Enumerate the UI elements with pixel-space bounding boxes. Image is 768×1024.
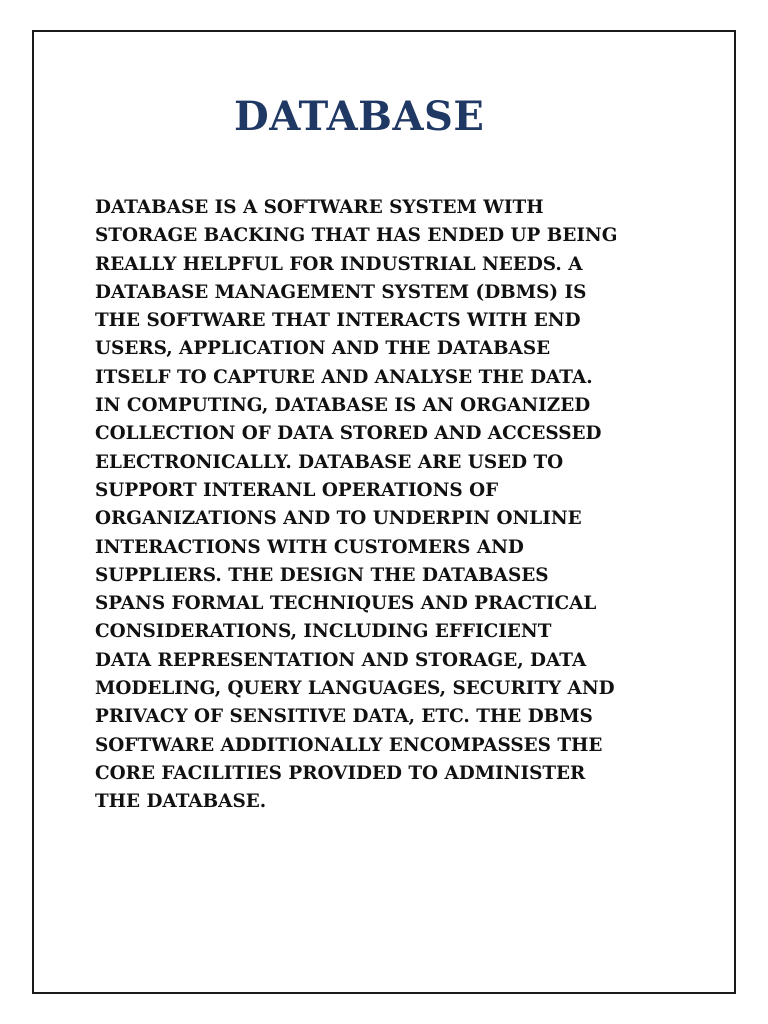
body-line: SUPPLIERS. THE DESIGN THE DATABASES (95, 564, 549, 586)
body-line: ELECTRONICALLY. DATABASE ARE USED TO (95, 451, 564, 473)
body-line: CONSIDERATIONS, INCLUDING EFFICIENT (95, 621, 552, 643)
document-page (32, 30, 736, 994)
body-line: INTERACTIONS WITH CUSTOMERS AND (95, 536, 524, 558)
body-line: DATABASE IS A SOFTWARE SYSTEM WITH (95, 197, 544, 218)
body-line: IN COMPUTING, DATABASE IS AN ORGANIZED (95, 395, 591, 417)
body-line: PRIVACY OF SENSITIVE DATA, ETC. THE DBMS (95, 706, 593, 728)
body-line: STORAGE BACKING THAT HAS ENDED UP BEING (95, 225, 618, 247)
body-line: ITSELF TO CAPTURE AND ANALYSE THE DATA. (95, 366, 593, 388)
body-line: SOFTWARE ADDITIONALLY ENCOMPASSES THE (95, 734, 603, 756)
body-line: SPANS FORMAL TECHNIQUES AND PRACTICAL (95, 593, 597, 615)
body-line: CORE FACILITIES PROVIDED TO ADMINISTER (95, 762, 586, 784)
body-line: MODELING, QUERY LANGUAGES, SECURITY AND (95, 678, 615, 700)
body-line: SUPPORT INTERANL OPERATIONS OF (95, 479, 499, 501)
body-line: ORGANIZATIONS AND TO UNDERPIN ONLINE (95, 508, 582, 530)
document-body (95, 194, 715, 817)
body-line: THE SOFTWARE THAT INTERACTS WITH END (95, 310, 581, 332)
body-line: DATABASE MANAGEMENT SYSTEM (DBMS) IS (95, 281, 587, 303)
body-line: REALLY HELPFUL FOR INDUSTRIAL NEEDS. A (95, 253, 583, 275)
body-line: USERS, APPLICATION AND THE DATABASE (95, 338, 551, 360)
body-line: COLLECTION OF DATA STORED AND ACCESSED (95, 423, 602, 445)
body-line: DATA REPRESENTATION AND STORAGE, DATA (95, 649, 587, 671)
document-title: DATABASE (234, 93, 485, 140)
body-line: THE DATABASE. (95, 791, 267, 813)
